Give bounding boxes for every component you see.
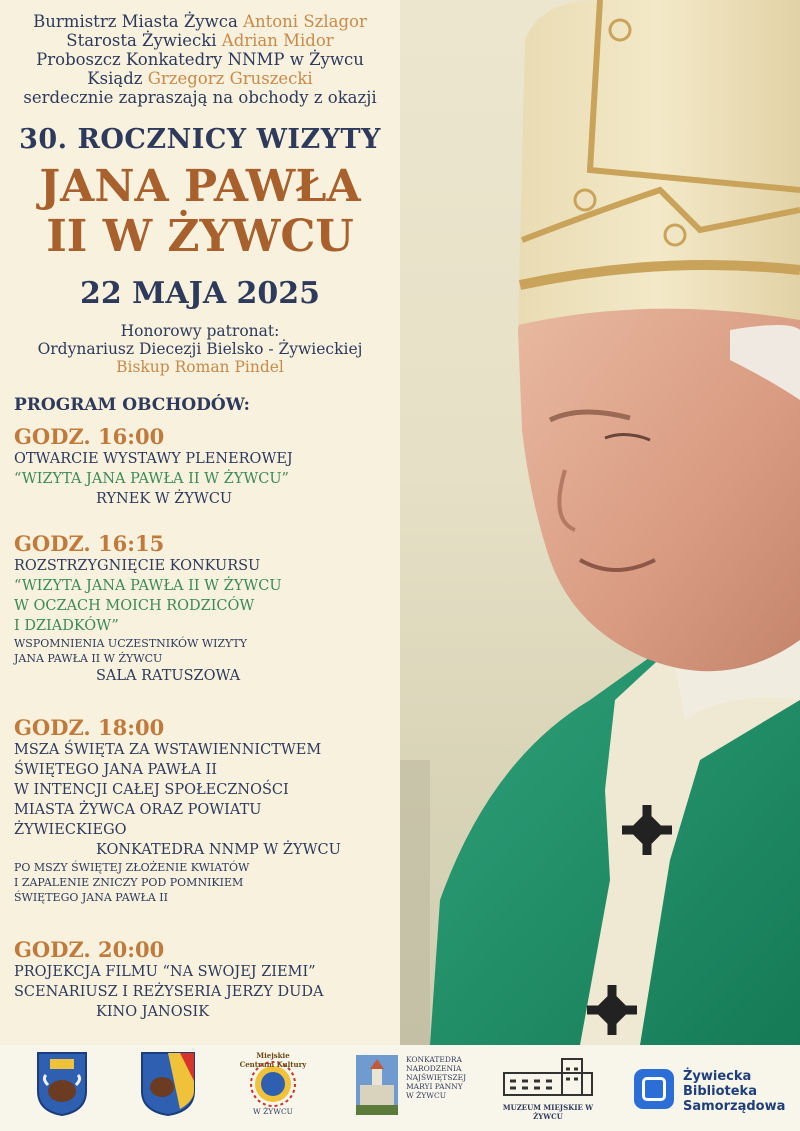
konkatedra-text-line: W ŻYWCU	[406, 1091, 447, 1100]
program-event	[14, 716, 394, 905]
event-line: MSZA ŚWIĘTA ZA WSTAWIENNICTWEM	[14, 742, 322, 758]
event-line: ŚWIĘTEGO JANA PAWŁA II	[14, 762, 217, 778]
intro-line-parish: Proboszcz Konkatedry NNMP w Żywcu	[36, 50, 364, 69]
event-line: W OCZACH MOICH RODZICÓW	[14, 598, 255, 614]
biblioteka-logo-icon	[634, 1069, 674, 1109]
patronage-person: Biskup Roman Pindel	[116, 358, 284, 376]
main-title	[0, 162, 400, 262]
intro-line-invite: serdecznie zapraszają na obchody z okazji	[23, 88, 377, 107]
partner-logos-bar	[0, 1045, 800, 1131]
mck-logo-text: Miejskie Centrum Kultury	[239, 1051, 307, 1069]
priest-name: Grzegorz Gruszecki	[147, 69, 313, 88]
priest-title: Ksiądz	[87, 69, 148, 88]
zywiec-city-crest-logo	[36, 1051, 88, 1117]
main-title-line2: II W ŻYWCU	[46, 211, 354, 262]
patronage	[0, 322, 400, 376]
event-line: PROJEKCJA FILMU “NA SWOJEJ ZIEMI”	[14, 964, 316, 980]
event-line: W INTENCJI CAŁEJ SPOŁECZNOŚCI	[14, 782, 289, 798]
konkatedra-photo-logo	[356, 1055, 398, 1115]
biblioteka-text-line: Żywiecka	[683, 1069, 752, 1084]
biblioteka-text-line: Biblioteka	[683, 1084, 757, 1099]
main-title-line1: JANA PAWŁA	[39, 161, 361, 212]
program-heading: PROGRAM OBCHODÓW:	[14, 395, 250, 415]
event-line: MIASTA ŻYWCA ORAZ POWIATU	[14, 802, 262, 818]
event-line: JANA PAWŁA II W ŻYWCU	[14, 652, 163, 665]
event-line: PO MSZY ŚWIĘTEJ ZŁOŻENIE KWIATÓW	[14, 861, 250, 874]
starost-name: Adrian Midor	[221, 31, 334, 50]
intro-line-mayor	[0, 12, 400, 31]
event-time: GODZ. 18:00	[14, 715, 165, 740]
patronage-label: Honorowy patronat:	[120, 322, 280, 340]
event-line: ROZSTRZYGNIĘCIE KONKURSU	[14, 558, 261, 574]
event-date: 22 MAJA 2025	[79, 276, 321, 311]
patronage-org: Ordynariusz Diecezji Bielsko - Żywieckiej	[37, 340, 363, 358]
event-time: GODZ. 16:00	[14, 424, 165, 449]
invitation-intro	[0, 12, 400, 107]
muzeum-logo-text: MUZEUM MIEJSKIE W ŻYWCU	[502, 1103, 594, 1121]
event-line: WSPOMNIENIA UCZESTNIKÓW WIZYTY	[14, 637, 248, 650]
event-line: I DZIADKÓW”	[14, 618, 119, 634]
event-line: OTWARCIE WYSTAWY PLENEROWEJ	[14, 451, 293, 467]
zywiec-county-crest-logo	[140, 1051, 196, 1117]
event-time: GODZ. 16:15	[14, 531, 165, 556]
event-line: I ZAPALENIE ZNICZY POD POMNIKIEM	[14, 876, 244, 889]
konkatedra-text-line: KONKATEDRA	[406, 1055, 462, 1064]
program-event	[14, 938, 394, 1022]
event-location: KINO JANOSIK	[96, 1004, 210, 1020]
intro-line-priest	[0, 69, 400, 88]
starost-title: Starosta Żywiecki	[66, 31, 222, 50]
event-location: SALA RATUSZOWA	[96, 668, 241, 684]
mayor-title: Burmistrz Miasta Żywca	[33, 12, 244, 31]
intro-line-starost	[0, 31, 400, 50]
event-line: “WIZYTA JANA PAWŁA II W ŻYWCU	[14, 578, 282, 594]
muzeum-building-logo	[500, 1055, 596, 1099]
program-event	[14, 532, 394, 686]
pope-portrait-illustration	[400, 0, 800, 1045]
mayor-name: Antoni Szlagor	[243, 12, 367, 31]
event-line: “WIZYTA JANA PAWŁA II W ŻYWCU”	[14, 471, 289, 487]
event-line: SCENARIUSZ I REŻYSERIA JERZY DUDA	[14, 984, 324, 1000]
event-location: RYNEK W ŻYWCU	[96, 491, 233, 507]
mck-logo-subtext: W ŻYWCU	[252, 1107, 294, 1116]
event-line: ŚWIĘTEGO JANA PAWŁA II	[14, 891, 168, 904]
biblioteka-text-line: Samorządowa	[683, 1099, 786, 1114]
anniversary-heading: 30. ROCZNICY WIZYTY	[19, 124, 381, 155]
event-location: KONKATEDRA NNMP W ŻYWCU	[96, 842, 341, 858]
event-line: ŻYWIECKIEGO	[14, 822, 127, 838]
konkatedra-text	[406, 1055, 466, 1100]
konkatedra-text-line: MARYI PANNY	[406, 1082, 463, 1091]
event-time: GODZ. 20:00	[14, 937, 165, 962]
program-event	[14, 425, 394, 509]
biblioteka-logo-text	[683, 1069, 785, 1114]
konkatedra-text-line: NARODZENIA	[406, 1064, 462, 1073]
konkatedra-text-line: NAJŚWIĘTSZEJ	[406, 1073, 467, 1082]
pope-portrait-photo	[400, 0, 800, 1045]
